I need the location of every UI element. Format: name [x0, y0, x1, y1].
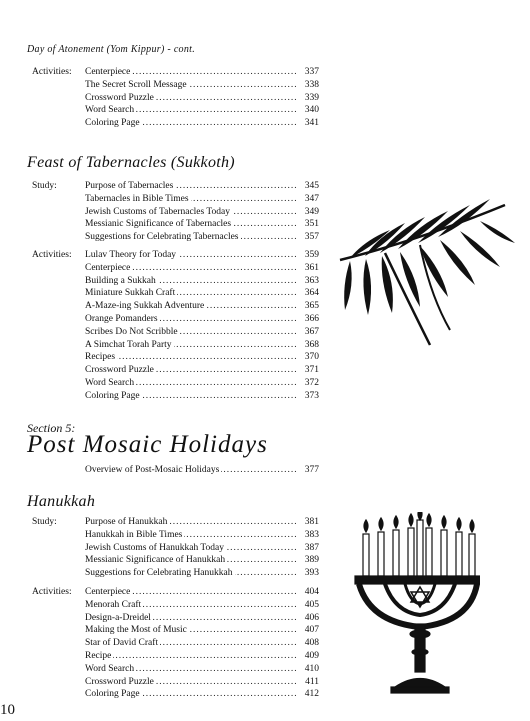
toc-group-overview — [32, 464, 319, 477]
toc-group-label — [32, 92, 85, 105]
toc-entry-page: 370 — [304, 352, 319, 363]
toc-group-sukkoth-study — [32, 180, 319, 244]
toc-entry-title-text: Recipe — [85, 650, 112, 661]
toc-entry-title — [85, 206, 297, 219]
toc-group-label — [32, 377, 85, 390]
toc-group-label — [32, 554, 85, 567]
toc-entry-title — [85, 326, 297, 339]
toc-group-label — [32, 218, 85, 231]
toc-group-hanukkah-activities — [32, 586, 319, 701]
toc-group-label — [32, 650, 85, 663]
toc-entry — [32, 262, 319, 275]
toc-entry-page: 347 — [304, 193, 319, 204]
toc-entry-page: 372 — [304, 377, 319, 388]
toc-group-label — [32, 313, 85, 326]
toc-entry-page: 411 — [305, 676, 319, 687]
toc-group-label — [32, 275, 85, 288]
toc-entry — [32, 542, 319, 555]
toc-entry-title — [85, 339, 297, 352]
toc-group-label — [32, 390, 85, 403]
toc-entry-page: 364 — [304, 288, 319, 299]
toc-entry-title-text: Crossword Puzzle — [85, 92, 154, 103]
toc-group-label — [32, 104, 85, 117]
toc-entry-title — [85, 287, 297, 300]
toc-entry-page: 393 — [304, 568, 319, 579]
toc-entry — [32, 79, 319, 92]
toc-entry-title — [85, 390, 297, 403]
toc-group-label — [32, 464, 85, 477]
toc-entry-title-text: The Secret Scroll Message — [85, 79, 187, 90]
toc-entry-title-text: Purpose of Hanukkah — [85, 517, 168, 527]
toc-entry-title — [85, 231, 297, 244]
toc-group-label — [32, 326, 85, 339]
toc-group-label — [32, 300, 85, 313]
toc-entry-page: 412 — [304, 689, 319, 700]
toc-entry-page: 368 — [304, 339, 319, 350]
toc-entry-title — [85, 351, 297, 364]
toc-entry — [32, 66, 319, 79]
toc-entry-title — [85, 676, 297, 689]
toc-entry-page: 357 — [304, 232, 319, 243]
toc-entry-title-text: Recipes — [85, 352, 116, 363]
toc-entry-page: 365 — [304, 301, 319, 312]
toc-entry-title-text: Word Search — [85, 377, 135, 388]
palm-branch-icon — [330, 185, 520, 355]
toc-entry-title — [85, 586, 297, 599]
toc-entry-page: 359 — [304, 250, 319, 260]
toc-group-label — [32, 529, 85, 542]
toc-entry-title-text: Miniature Sukkah Craft — [85, 288, 176, 299]
toc-entry-title — [85, 79, 297, 92]
toc-entry-title-text: Scribes Do Not Scribble — [85, 326, 178, 337]
toc-entry — [32, 339, 319, 352]
page-number: 10 — [0, 702, 15, 718]
toc-entry-page: 371 — [304, 365, 319, 376]
toc-entry — [32, 300, 319, 313]
toc-entry — [32, 663, 319, 676]
toc-group-label — [32, 262, 85, 275]
toc-entry-title-text: Suggestions for Celebrating Hanukkah — [85, 568, 233, 579]
toc-entry — [32, 249, 319, 262]
toc-group-hanukkah-study — [32, 516, 319, 580]
toc-entry — [32, 516, 319, 529]
toc-entry-title — [85, 599, 297, 612]
toc-entry-title-text: Hanukkah in Bible Times — [85, 529, 183, 540]
toc-entry-title — [85, 262, 297, 275]
toc-group-yom-kippur-activities — [32, 66, 319, 130]
toc-entry-title — [85, 624, 297, 637]
toc-entry-title — [85, 377, 297, 390]
toc-entry — [32, 377, 319, 390]
menorah-icon — [345, 512, 480, 707]
toc-entry — [32, 193, 319, 206]
toc-entry-title — [85, 117, 297, 130]
toc-entry-title-text: Orange Pomanders — [85, 313, 158, 324]
toc-entry-title-text: A-Maze-ing Sukkah Adventure — [85, 301, 205, 312]
toc-entry-title-text: Coloring Page — [85, 689, 140, 700]
toc-entry — [32, 464, 319, 477]
toc-entry-title — [85, 464, 297, 477]
toc-entry-page: 389 — [304, 555, 319, 566]
toc-entry-page: 338 — [304, 79, 319, 90]
toc-entry-title — [85, 542, 297, 555]
toc-entry — [32, 688, 319, 701]
toc-entry-title-text: Purpose of Tabernacles — [85, 181, 174, 191]
toc-entry-title-text: Crossword Puzzle — [85, 365, 154, 376]
toc-entry-page: 349 — [304, 206, 319, 217]
toc-group-label — [32, 567, 85, 580]
toc-entry-title-text: Coloring Page — [85, 118, 140, 129]
toc-entry-page: 410 — [304, 663, 319, 674]
toc-entry-title — [85, 275, 297, 288]
toc-entry-page: 407 — [304, 625, 319, 636]
toc-entry-title — [85, 637, 297, 650]
toc-group-label — [32, 542, 85, 555]
toc-entry — [32, 218, 319, 231]
toc-entry-page: 373 — [304, 390, 319, 401]
toc-group-label — [32, 599, 85, 612]
toc-entry-page: 383 — [304, 529, 319, 540]
toc-group-label: Activities: — [32, 250, 72, 260]
toc-entry-title-text: Coloring Page — [85, 390, 140, 401]
toc-entry-title-text: Star of David Craft — [85, 638, 159, 649]
toc-entry — [32, 624, 319, 637]
toc-entry-title-text: Design-a-Dreidel — [85, 612, 151, 623]
toc-entry-title — [85, 688, 297, 701]
toc-entry-title — [85, 663, 297, 676]
toc-entry — [32, 287, 319, 300]
toc-entry-page: 337 — [304, 67, 319, 77]
toc-entry-title-text: Lulav Theory for Today — [85, 250, 177, 260]
toc-group-label — [32, 79, 85, 92]
toc-group-label — [32, 117, 85, 130]
toc-group-label — [32, 231, 85, 244]
toc-entry — [32, 206, 319, 219]
toc-entry-page: 363 — [304, 275, 319, 286]
toc-entry — [32, 554, 319, 567]
toc-entry — [32, 650, 319, 663]
toc-group-label — [32, 193, 85, 206]
toc-entry-title-text: Centerpiece — [85, 262, 131, 273]
toc-entry-title-text: Suggestions for Celebrating Tabernacles — [85, 232, 239, 243]
toc-entry-page: 341 — [304, 118, 319, 129]
toc-entry — [32, 529, 319, 542]
toc-entry — [32, 676, 319, 689]
toc-group-label — [32, 339, 85, 352]
toc-entry — [32, 92, 319, 105]
toc-entry-title-text: Jewish Customs of Hanukkah Today — [85, 542, 225, 553]
toc-entry — [32, 117, 319, 130]
toc-group-sukkoth-activities — [32, 249, 319, 403]
toc-entry-title — [85, 516, 297, 529]
toc-entry-title-text: Crossword Puzzle — [85, 676, 154, 687]
toc-group-label — [32, 624, 85, 637]
toc-group-label — [32, 637, 85, 650]
toc-entry-title-text: Centerpiece — [85, 67, 131, 77]
heading-hanukkah: Hanukkah — [27, 493, 96, 510]
toc-group-label: Study: — [32, 517, 57, 527]
toc-entry-title-text: Word Search — [85, 105, 135, 116]
toc-entry-title-text: Building a Sukkah — [85, 275, 156, 286]
toc-entry — [32, 180, 319, 193]
toc-entry-title — [85, 313, 297, 326]
toc-entry — [32, 637, 319, 650]
toc-entry-page: 381 — [304, 517, 319, 527]
toc-group-label: Study: — [32, 181, 57, 191]
toc-entry-title-text: A Simchat Torah Party — [85, 339, 172, 350]
toc-group-label — [32, 612, 85, 625]
toc-entry — [32, 567, 319, 580]
toc-entry-page: 377 — [304, 465, 319, 475]
toc-entry-title-text: Tabernacles in Bible Times — [85, 193, 189, 204]
toc-group-label — [32, 351, 85, 364]
toc-entry-page: 351 — [304, 219, 319, 230]
toc-entry — [32, 599, 319, 612]
toc-entry-title — [85, 218, 297, 231]
toc-entry-title — [85, 300, 297, 313]
toc-entry-title — [85, 104, 297, 117]
toc-entry — [32, 390, 319, 403]
toc-entry-title — [85, 529, 297, 542]
toc-entry-page: 345 — [304, 181, 319, 191]
toc-entry-title — [85, 650, 297, 663]
toc-entry-page: 366 — [304, 313, 319, 324]
toc-entry-title — [85, 612, 297, 625]
heading-yom-kippur-cont: Day of Atonement (Yom Kippur) - cont. — [27, 44, 196, 55]
toc-entry-title — [85, 92, 297, 105]
toc-entry — [32, 586, 319, 599]
toc-entry-title-text: Centerpiece — [85, 587, 131, 597]
toc-entry-title-text: Menorah Craft — [85, 599, 142, 610]
toc-entry-title-text: Overview of Post-Mosaic Holidays — [85, 465, 220, 475]
toc-entry-page: 387 — [304, 542, 319, 553]
heading-sukkoth: Feast of Tabernacles (Sukkoth) — [27, 154, 235, 171]
toc-entry-page: 367 — [304, 326, 319, 337]
section-5-label: Section 5: — [27, 421, 76, 435]
toc-entry — [32, 275, 319, 288]
toc-entry-title — [85, 249, 297, 262]
toc-group-label — [32, 688, 85, 701]
section-5-title: Post Mosaic Holidays — [27, 431, 268, 458]
toc-entry-page: 405 — [304, 599, 319, 610]
toc-group-label — [32, 364, 85, 377]
toc-entry — [32, 364, 319, 377]
toc-entry-title-text: Word Search — [85, 663, 135, 674]
toc-entry-title — [85, 180, 297, 193]
toc-group-label — [32, 287, 85, 300]
toc-entry-title — [85, 364, 297, 377]
toc-entry-page: 408 — [304, 638, 319, 649]
toc-entry-title-text: Messianic Significance of Tabernacles — [85, 219, 232, 230]
toc-entry — [32, 351, 319, 364]
toc-entry — [32, 313, 319, 326]
toc-entry-page: 409 — [304, 650, 319, 661]
toc-entry-page: 404 — [304, 587, 319, 597]
toc-entry-title-text: Messianic Significance of Hanukkah — [85, 555, 226, 566]
toc-entry — [32, 326, 319, 339]
toc-group-label: Activities: — [32, 67, 72, 77]
toc-entry-title-text: Jewish Customs of Tabernacles Today — [85, 206, 231, 217]
toc-entry — [32, 104, 319, 117]
toc-group-label — [32, 206, 85, 219]
toc-entry-page: 406 — [304, 612, 319, 623]
toc-entry-title — [85, 567, 297, 580]
toc-entry-page: 339 — [304, 92, 319, 103]
toc-group-label — [32, 676, 85, 689]
toc-entry — [32, 612, 319, 625]
toc-group-label: Activities: — [32, 587, 72, 597]
toc-entry-page: 361 — [304, 262, 319, 273]
toc-entry-title-text: Making the Most of Music — [85, 625, 187, 636]
toc-entry-title — [85, 193, 297, 206]
toc-entry-page: 340 — [304, 105, 319, 116]
toc-entry — [32, 231, 319, 244]
toc-group-label — [32, 663, 85, 676]
palm-leaves — [344, 199, 515, 315]
toc-entry-title — [85, 554, 297, 567]
toc-entry-title — [85, 66, 297, 79]
